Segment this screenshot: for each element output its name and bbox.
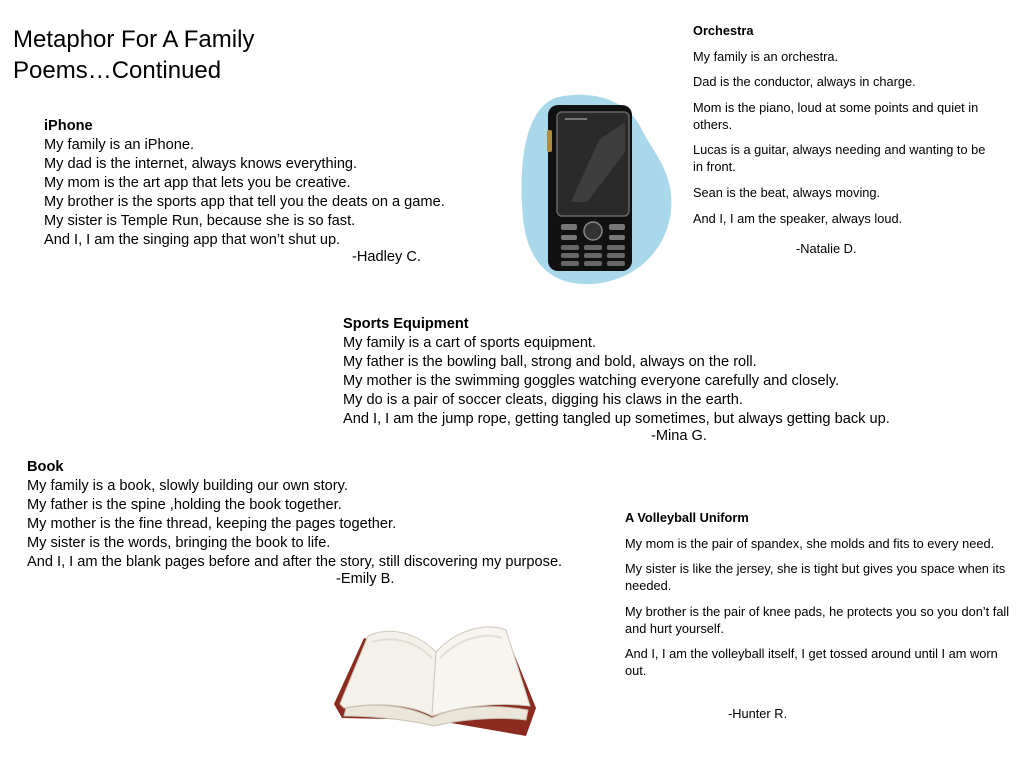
open-book-icon bbox=[330, 608, 540, 740]
poem-author: -Hunter R. bbox=[728, 706, 788, 721]
page-title-line-1: Metaphor For A Family bbox=[13, 26, 255, 53]
poem-line: Sean is the beat, always moving. bbox=[693, 184, 881, 200]
poem-line: My family is a cart of sports equipment. bbox=[343, 335, 597, 351]
poem-line: My brother is the sports app that tell you the deats on a game. bbox=[44, 194, 445, 210]
poem-line: My sister is Temple Run, because she is so fast. bbox=[44, 213, 356, 229]
poem-line: My father is the bowling ball, strong and bold, always on the roll. bbox=[343, 354, 757, 370]
poem-line: And I, I am the singing app that won’t shut up. bbox=[44, 232, 341, 248]
poem-title: Book bbox=[27, 459, 64, 475]
poem-title: Sports Equipment bbox=[343, 316, 469, 332]
poem-line: And I, I am the volleyball itself, I get tossed around until I am worn out. bbox=[625, 646, 998, 679]
poem-line: My mother is the fine thread, keeping the pages together. bbox=[27, 516, 397, 532]
poem-line: My sister is the words, bringing the book to life. bbox=[27, 535, 331, 551]
poem-line: And I, I am the speaker, always loud. bbox=[693, 210, 903, 226]
poem-line: My mom is the art app that lets you be creative. bbox=[44, 175, 351, 191]
poem-sports-equipment bbox=[343, 315, 890, 429]
poem-line: My dad is the internet, always knows everything. bbox=[44, 156, 358, 172]
poem-author: -Hadley C. bbox=[352, 249, 421, 265]
poem-iphone bbox=[44, 117, 445, 250]
poem-line: And I, I am the jump rope, getting tangled up sometimes, but always getting back up. bbox=[343, 411, 890, 427]
poem-line: My family is a book, slowly building our own story. bbox=[27, 478, 348, 494]
poem-author: -Emily B. bbox=[336, 571, 395, 587]
poem-author: -Mina G. bbox=[651, 428, 707, 444]
poem-line: My father is the spine ,holding the book together. bbox=[27, 497, 342, 513]
poem-line: Mom is the piano, loud at some points and quiet in others. bbox=[693, 99, 979, 132]
poem-author: -Natalie D. bbox=[796, 241, 857, 256]
poem-line: Lucas is a guitar, always needing and wanting to be in front. bbox=[693, 142, 986, 175]
poem-line: My family is an iPhone. bbox=[44, 137, 195, 153]
poem-line: My family is an orchestra. bbox=[693, 48, 839, 64]
page-title-line-2: Poems…Continued bbox=[13, 57, 222, 84]
poem-title: Orchestra bbox=[693, 23, 754, 38]
cellphone-icon bbox=[515, 92, 675, 288]
poem-orchestra bbox=[693, 22, 991, 227]
poem-line: Dad is the conductor, always in charge. bbox=[693, 74, 916, 90]
poem-line: And I, I am the blank pages before and after the story, still discovering my purpose. bbox=[27, 554, 563, 570]
poem-line: My brother is the pair of knee pads, he protects you so you don’t fall and hurt yourself. bbox=[625, 603, 1010, 636]
poem-book bbox=[27, 458, 562, 572]
poem-title: A Volleyball Uniform bbox=[625, 510, 749, 525]
poem-title: iPhone bbox=[44, 118, 93, 134]
page-title bbox=[13, 24, 333, 86]
poem-line: My mother is the swimming goggles watching everyone carefully and closely. bbox=[343, 373, 840, 389]
poem-line: My mom is the pair of spandex, she molds and fits to every need. bbox=[625, 535, 995, 551]
poem-line: My do is a pair of soccer cleats, digging his claws in the earth. bbox=[343, 392, 743, 408]
poem-volleyball-uniform bbox=[625, 509, 1010, 679]
poem-line: My sister is like the jersey, she is tight but gives you space when its needed. bbox=[625, 561, 1006, 594]
